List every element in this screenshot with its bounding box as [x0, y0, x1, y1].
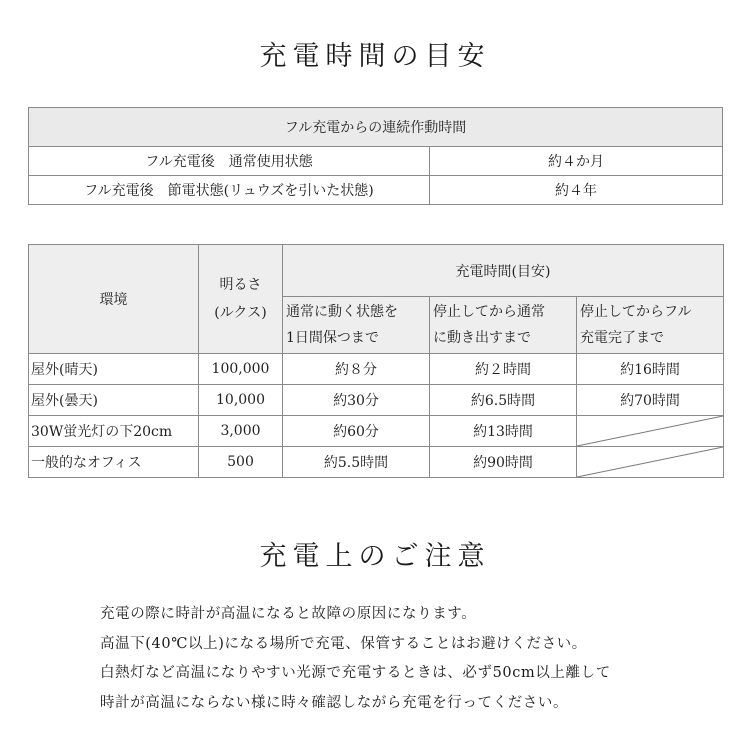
time-cell: 約２時間 — [430, 354, 577, 385]
env-cell: 屋外(曇天) — [29, 385, 199, 416]
env-cell: 一般的なオフィス — [29, 447, 199, 478]
row-label: フル充電後 通常使用状態 — [29, 147, 430, 176]
table-row — [29, 447, 724, 478]
row-value: 約４か月 — [430, 147, 723, 176]
sub-header-2-line2: に動き出すまで — [433, 330, 531, 346]
diagonal-slash — [577, 447, 723, 477]
caution-notes — [100, 600, 720, 718]
table-row — [29, 147, 723, 176]
not-applicable-cell — [577, 447, 724, 478]
row-value: 約４年 — [430, 176, 723, 205]
diagonal-slash — [577, 416, 723, 446]
lux-cell: 100,000 — [199, 354, 283, 385]
page-title: 充電時間の目安 — [259, 41, 491, 72]
sub-header-2 — [430, 297, 577, 354]
sub-header-3 — [577, 297, 724, 354]
time-cell: 約16時間 — [577, 354, 724, 385]
sub-header-3-line1: 停止してからフル — [580, 304, 692, 320]
charging-time-table — [28, 244, 724, 478]
note-line: 高温下(40℃以上)になる場所で充電、保管することはお避けください。 — [100, 635, 587, 652]
sub-header-1-line2: 1日間保つまで — [286, 330, 379, 346]
env-cell: 30W蛍光灯の下20cm — [29, 416, 199, 447]
time-cell: 約5.5時間 — [283, 447, 430, 478]
lux-cell: 500 — [199, 447, 283, 478]
not-applicable-cell — [577, 416, 724, 447]
time-cell: 約30分 — [283, 385, 430, 416]
time-cell: 約6.5時間 — [430, 385, 577, 416]
brightness-header — [199, 245, 283, 354]
row-label: フル充電後 節電状態(リュウズを引いた状態) — [29, 176, 430, 205]
table-row — [29, 354, 724, 385]
time-cell: 約70時間 — [577, 385, 724, 416]
table-row — [29, 385, 724, 416]
table-row — [29, 176, 723, 205]
sub-header-3-line2: 充電完了まで — [580, 330, 664, 346]
section-title: 充電上のご注意 — [259, 541, 491, 572]
sub-header-1-line1: 通常に動く状態を — [286, 304, 398, 320]
time-cell: 約90時間 — [430, 447, 577, 478]
sub-header-1 — [283, 297, 430, 354]
lux-cell: 10,000 — [199, 385, 283, 416]
table-row — [29, 416, 724, 447]
time-cell: 約８分 — [283, 354, 430, 385]
time-cell: 約60分 — [283, 416, 430, 447]
brightness-header-line1: 明るさ — [219, 277, 262, 293]
note-line: 時計が高温にならない様に時々確認しながら充電を行ってください。 — [100, 694, 569, 711]
lux-cell: 3,000 — [199, 416, 283, 447]
continuous-operation-table — [28, 107, 723, 205]
sub-header-2-line1: 停止してから通常 — [433, 304, 545, 320]
note-line: 白熱灯など高温になりやすい光源で充電するときは、必ず50cm以上離して — [100, 665, 611, 681]
table1-header: フル充電からの連続作動時間 — [29, 108, 723, 147]
brightness-header-line2: (ルクス) — [214, 305, 267, 321]
env-header: 環境 — [29, 245, 199, 354]
note-line: 充電の際に時計が高温になると故障の原因になります。 — [100, 606, 477, 622]
charging-time-group-header: 充電時間(目安) — [283, 245, 724, 297]
env-cell: 屋外(晴天) — [29, 354, 199, 385]
time-cell: 約13時間 — [430, 416, 577, 447]
